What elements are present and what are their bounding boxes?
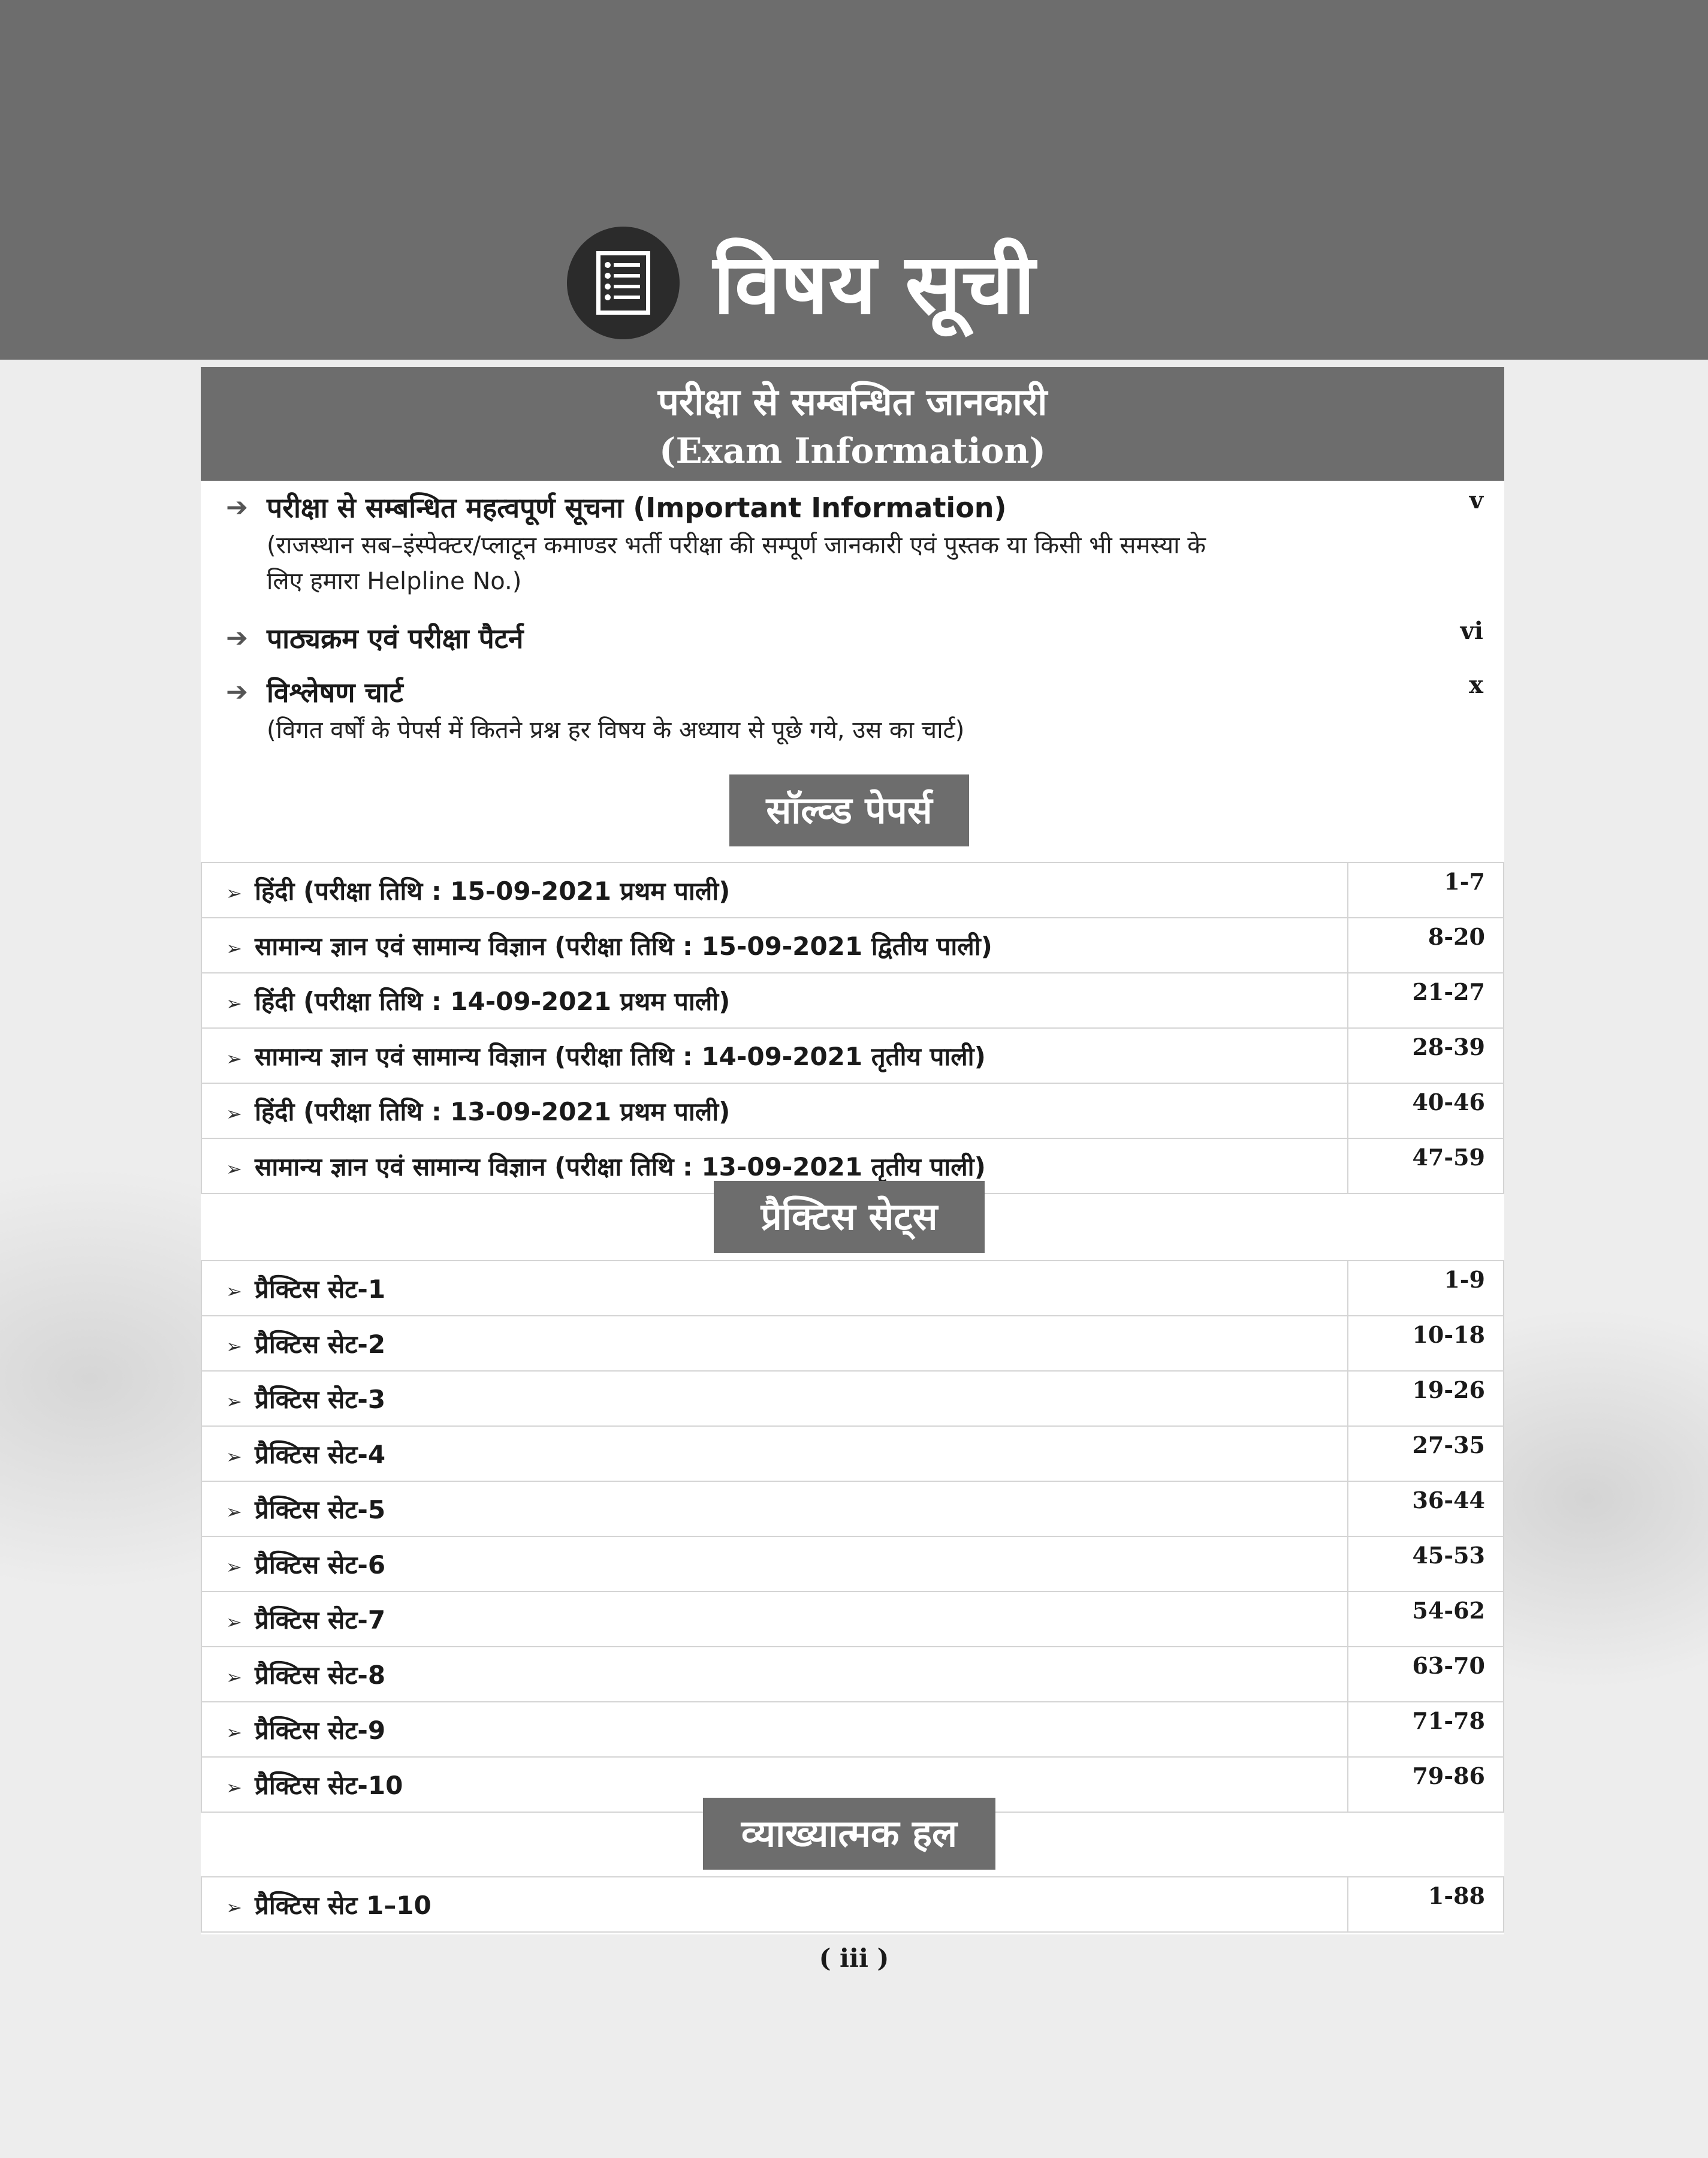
toc-entry [201, 973, 1348, 1028]
toc-entry-label: प्रैक्टिस सेट-9 [255, 1715, 386, 1745]
info-item-page: vi [1460, 617, 1483, 645]
toc-entry [201, 1426, 1348, 1481]
toc-page-range: 1-7 [1348, 863, 1504, 918]
arrowhead-bullet-icon: ➢ [226, 1047, 242, 1070]
toc-entry [201, 918, 1348, 973]
toc-row[interactable] [201, 1261, 1504, 1316]
exam-info-heading-hindi: परीक्षा से सम्बन्धित जानकारी [657, 380, 1048, 424]
info-item-page: v [1469, 486, 1483, 514]
toc-row[interactable] [201, 973, 1504, 1028]
arrowhead-bullet-icon: ➢ [226, 881, 242, 905]
exam-info-header [201, 367, 1504, 481]
explanatory-solutions-table [201, 1876, 1504, 1933]
toc-page-range: 21-27 [1348, 973, 1504, 1028]
document-list-icon [567, 227, 680, 339]
arrow-right-icon: ➔ [226, 623, 248, 653]
arrowhead-bullet-icon: ➢ [226, 1279, 242, 1303]
arrow-right-icon: ➔ [226, 677, 248, 707]
arrowhead-bullet-icon: ➢ [226, 1334, 242, 1358]
arrowhead-bullet-icon: ➢ [226, 1665, 242, 1689]
toc-page-range: 36-44 [1348, 1481, 1504, 1536]
arrowhead-bullet-icon: ➢ [226, 1445, 242, 1468]
info-item-analysis-chart[interactable] [201, 671, 1504, 761]
toc-page-range: 54-62 [1348, 1592, 1504, 1647]
practice-sets-table [201, 1260, 1504, 1813]
page-number: ( iii ) [819, 1943, 889, 1973]
toc-entry-label: प्रैक्टिस सेट-3 [255, 1384, 386, 1414]
toc-entry [201, 1316, 1348, 1371]
toc-entry-label: सामान्य ज्ञान एवं सामान्य विज्ञान (परीक्षा तिथि : 15-09-2021 द्वितीय पाली) [255, 931, 992, 961]
toc-page-range: 8-20 [1348, 918, 1504, 973]
info-item-note [267, 528, 1495, 599]
toc-page-range: 63-70 [1348, 1647, 1504, 1702]
toc-page-range: 27-35 [1348, 1426, 1504, 1481]
toc-entry-label: हिंदी (परीक्षा तिथि : 13-09-2021 प्रथम पाली) [255, 1096, 731, 1126]
toc-row[interactable] [201, 863, 1504, 918]
section-heading-explanatory-solutions: व्याख्यात्मक हल [703, 1798, 995, 1870]
info-item-important-information[interactable] [201, 487, 1504, 619]
toc-row[interactable] [201, 1028, 1504, 1083]
arrowhead-bullet-icon: ➢ [226, 991, 242, 1015]
toc-entry-label: प्रैक्टिस सेट-10 [255, 1770, 403, 1800]
arrowhead-bullet-icon: ➢ [226, 1390, 242, 1413]
info-item-note-line: (विगत वर्षों के पेपर्स में कितने प्रश्न हर विषय के अध्याय से पूछे गये, उस का चार्ट) [267, 716, 965, 744]
toc-entry [201, 1592, 1348, 1647]
toc-entry-label: प्रैक्टिस सेट-4 [255, 1439, 386, 1469]
info-item-note-line: लिए हमारा Helpline No.) [267, 568, 522, 595]
info-item-note-line: (राजस्थान सब–इंस्पेक्टर/प्लाटून कमाण्डर भर्ती परीक्षा की सम्पूर्ण जानकारी एवं पुस्तक या किसी भी समस्या के [267, 532, 1206, 559]
toc-row[interactable] [201, 1592, 1504, 1647]
arrowhead-bullet-icon: ➢ [226, 1720, 242, 1744]
toc-page-range: 45-53 [1348, 1536, 1504, 1592]
toc-row[interactable] [201, 1481, 1504, 1536]
info-item-label: विश्लेषण चार्ट [267, 676, 403, 709]
toc-entry [201, 1261, 1348, 1316]
toc-entry [201, 1647, 1348, 1702]
toc-entry-label: प्रैक्टिस सेट-7 [255, 1605, 386, 1635]
toc-row[interactable] [201, 1316, 1504, 1371]
arrowhead-bullet-icon: ➢ [226, 1157, 242, 1180]
exam-info-heading-english: (Exam Information) [659, 430, 1046, 471]
toc-entry [201, 1536, 1348, 1592]
arrowhead-bullet-icon: ➢ [226, 1895, 242, 1919]
toc-entry [201, 1481, 1348, 1536]
toc-row[interactable] [201, 1877, 1504, 1932]
arrowhead-bullet-icon: ➢ [226, 936, 242, 960]
toc-entry [201, 1028, 1348, 1083]
toc-page-range: 1-9 [1348, 1261, 1504, 1316]
toc-entry-label: प्रैक्टिस सेट-1 [255, 1274, 386, 1304]
toc-entry [201, 1371, 1348, 1426]
arrowhead-bullet-icon: ➢ [226, 1776, 242, 1799]
toc-entry [201, 1702, 1348, 1757]
toc-row[interactable] [201, 1647, 1504, 1702]
toc-row[interactable] [201, 1371, 1504, 1426]
toc-page-range: 28-39 [1348, 1028, 1504, 1083]
arrow-right-icon: ➔ [226, 492, 248, 523]
info-item-page: x [1469, 671, 1483, 699]
toc-entry-label: हिंदी (परीक्षा तिथि : 15-09-2021 प्रथम पाली) [255, 876, 731, 906]
info-item-label: पाठ्यक्रम एवं परीक्षा पैटर्न [267, 622, 524, 655]
toc-row[interactable] [201, 1702, 1504, 1757]
toc-entry-label: प्रैक्टिस सेट-2 [255, 1329, 386, 1359]
toc-entry-label: प्रैक्टिस सेट-8 [255, 1660, 386, 1690]
info-item-label: परीक्षा से सम्बन्धित महत्वपूर्ण सूचना (Important Information) [267, 492, 1007, 524]
toc-page-range: 71-78 [1348, 1702, 1504, 1757]
section-heading-practice-sets: प्रैक्टिस सेट्स [714, 1181, 985, 1253]
contents-panel [201, 367, 1504, 1934]
toc-row[interactable] [201, 1536, 1504, 1592]
toc-page-range: 40-46 [1348, 1083, 1504, 1138]
toc-entry [201, 863, 1348, 918]
toc-page-range: 47-59 [1348, 1138, 1504, 1193]
toc-entry [201, 1083, 1348, 1138]
info-item-syllabus[interactable] [201, 617, 1504, 665]
toc-row[interactable] [201, 918, 1504, 973]
toc-row[interactable] [201, 1426, 1504, 1481]
toc-entry-label: प्रैक्टिस सेट 1–10 [255, 1890, 431, 1920]
toc-row[interactable] [201, 1083, 1504, 1138]
info-item-note [267, 712, 1495, 748]
arrowhead-bullet-icon: ➢ [226, 1610, 242, 1633]
toc-entry-label: सामान्य ज्ञान एवं सामान्य विज्ञान (परीक्षा तिथि : 14-09-2021 तृतीय पाली) [255, 1041, 986, 1071]
arrowhead-bullet-icon: ➢ [226, 1500, 242, 1523]
toc-entry-label: प्रैक्टिस सेट-5 [255, 1494, 386, 1524]
toc-entry-label: सामान्य ज्ञान एवं सामान्य विज्ञान (परीक्षा तिथि : 13-09-2021 तृतीय पाली) [255, 1152, 986, 1182]
toc-page-range: 10-18 [1348, 1316, 1504, 1371]
section-heading-solved-papers: सॉल्व्ड पेपर्स [729, 774, 969, 846]
toc-entry-label: हिंदी (परीक्षा तिथि : 14-09-2021 प्रथम पाली) [255, 986, 731, 1016]
toc-page-range: 1-88 [1348, 1877, 1504, 1932]
toc-entry [201, 1877, 1348, 1932]
solved-papers-table [201, 862, 1504, 1194]
toc-page-range: 19-26 [1348, 1371, 1504, 1426]
toc-entry-label: प्रैक्टिस सेट-6 [255, 1550, 386, 1580]
arrowhead-bullet-icon: ➢ [226, 1555, 242, 1578]
toc-page-range: 79-86 [1348, 1757, 1504, 1812]
arrowhead-bullet-icon: ➢ [226, 1102, 242, 1125]
page-title: विषय सूची [713, 236, 1035, 333]
